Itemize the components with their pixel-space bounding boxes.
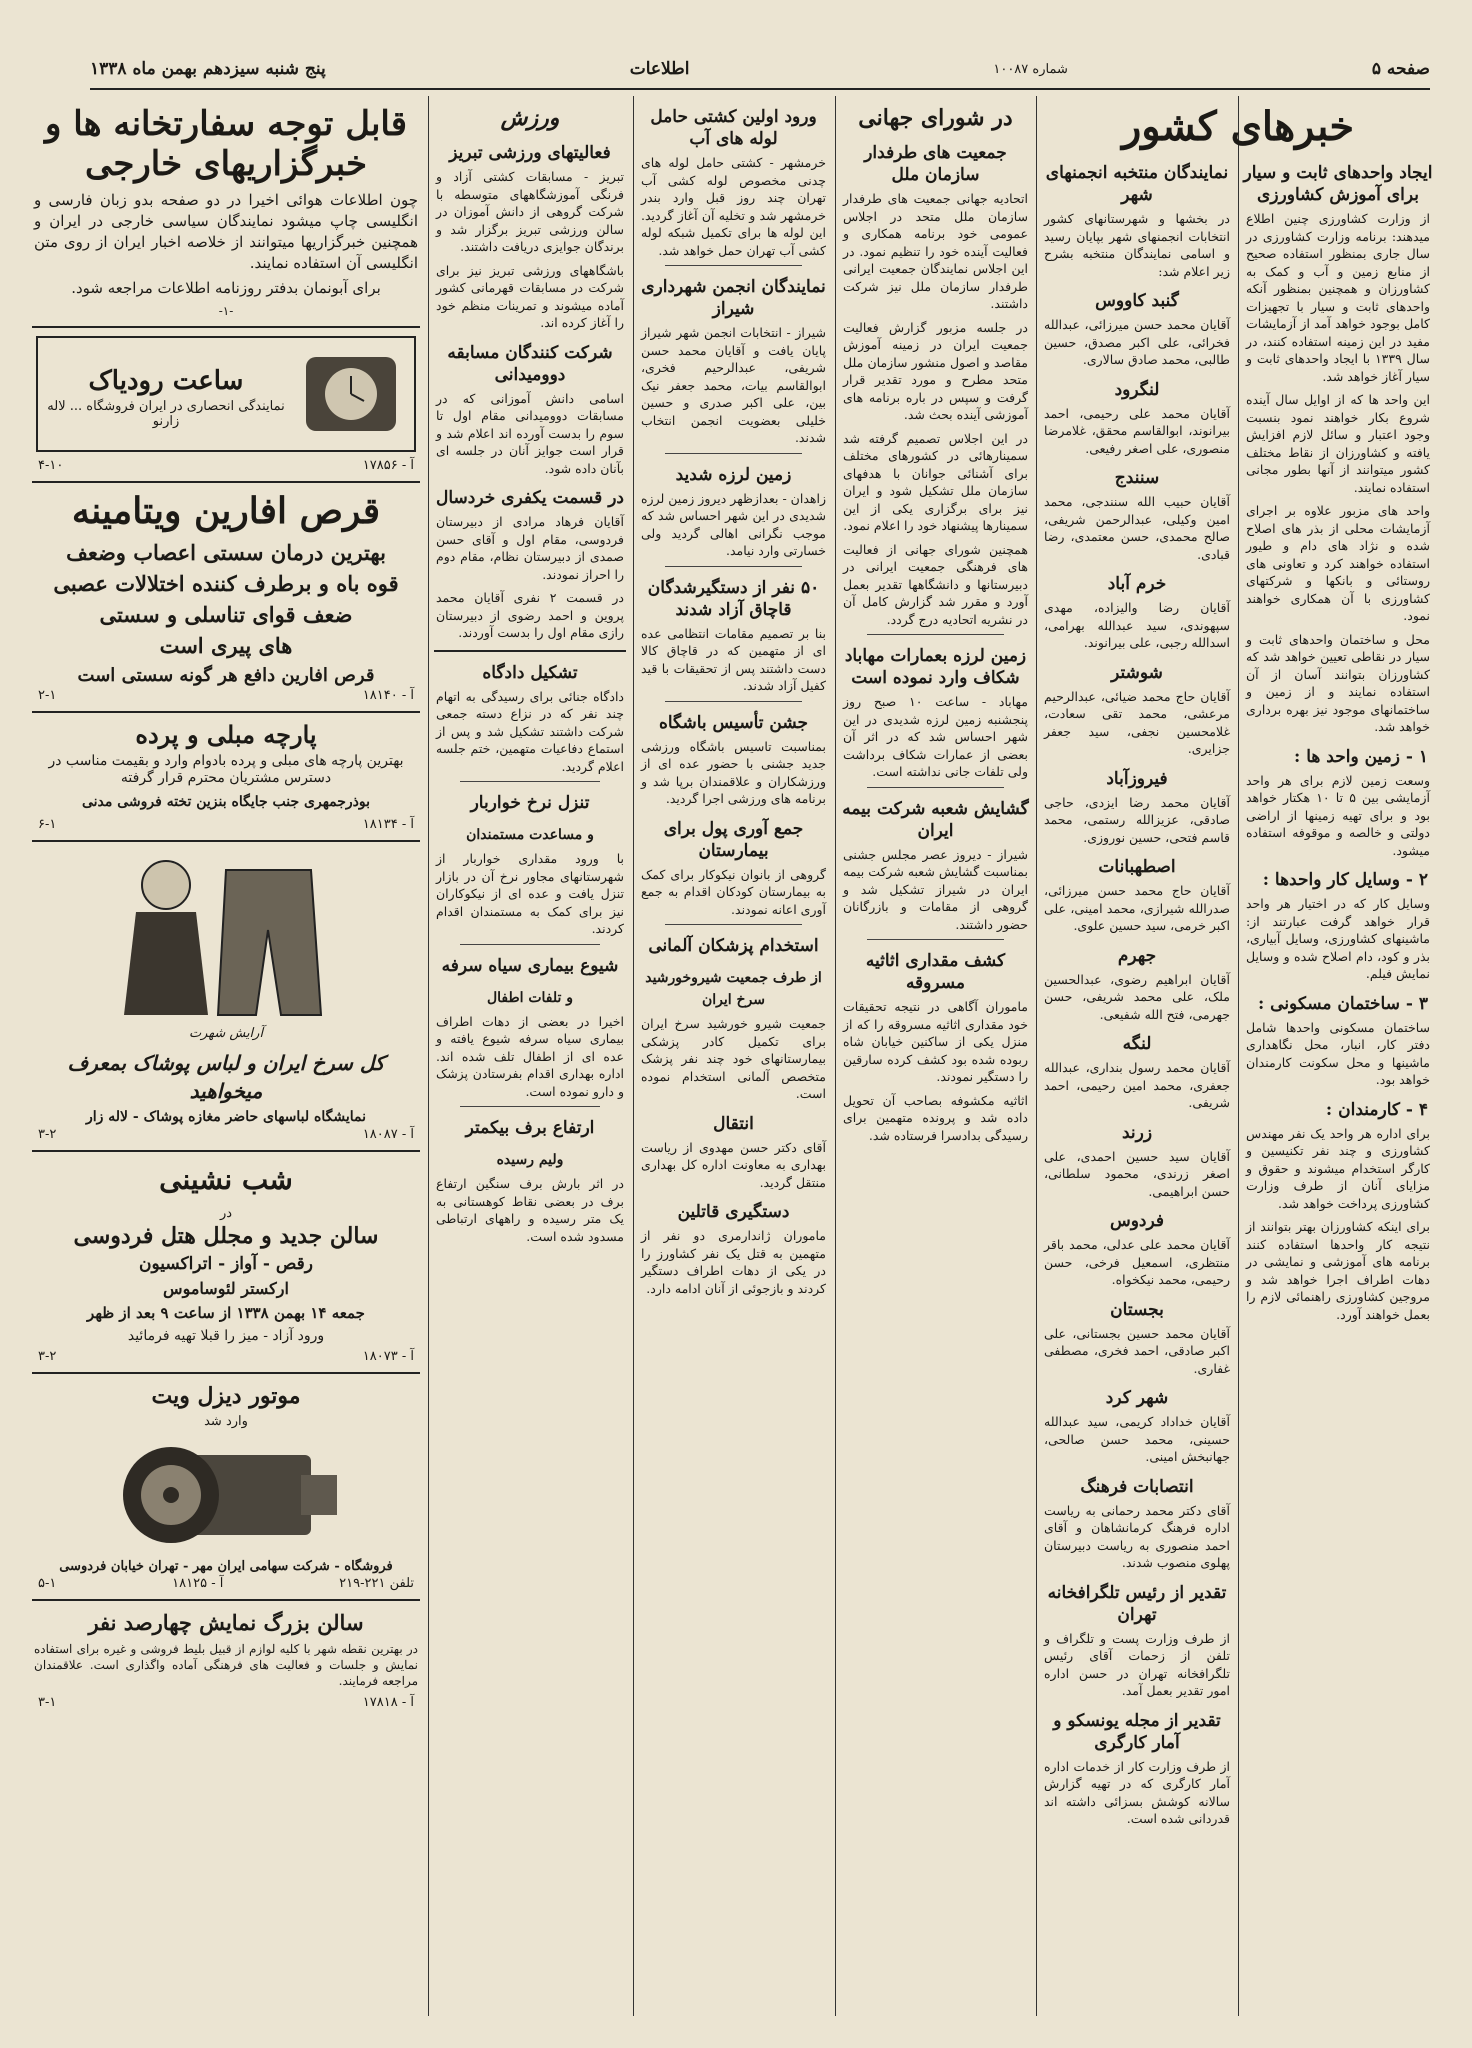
ad-line: ورود آزاد - میز را قبلا تهیه فرمائید xyxy=(127,1328,325,1344)
paragraph: در بخشها و شهرستانهای کشور انتخابات انجمنهای شهر بپایان رسید و اسامی نمایندگان منتخبه بشرح زیر اعلام شد: xyxy=(1044,211,1230,279)
column-rule xyxy=(428,96,429,2016)
column-ads xyxy=(28,96,424,2016)
ad-code: -۱- xyxy=(218,303,234,318)
divider xyxy=(460,781,600,782)
divider xyxy=(460,944,600,945)
ad-title: ساعت رودیاک xyxy=(88,365,244,396)
ad-code: آ - ۱۷۸۱۸ xyxy=(362,1695,414,1710)
ad-title: موتور دیزل ویت xyxy=(151,1383,301,1409)
paragraph: برای اداره هر واحد یک نفر مهندس کشاورزی و چند نفر تکنیسین و کارگر استخدام میشوند و حقوق و مزایای آنان از طرف وزارت کشاورزی پرداخت خواهد شد. xyxy=(1246,1125,1430,1211)
ad-code-row xyxy=(38,1349,414,1364)
headline: زمین لرزه بعمارات مهاباد شکاف وارد نموده است xyxy=(844,646,1027,688)
subhead: جمعیت های طرفدار سازمان ملل xyxy=(864,143,1007,185)
ad-code: ۳-۱ xyxy=(38,1695,57,1710)
divider xyxy=(665,265,802,266)
ad-address: فروشگاه - شرکت سهامی ایران مهر - تهران خیابان فردوسی xyxy=(59,1559,393,1574)
headline: تنزل نرخ خواربار xyxy=(470,793,590,813)
paragraph: آقایان محمد رضا ایزدی، حاجی صادقی، عزیزالله رستمی، محمد قاسم فتحی، حسین نوروزی. xyxy=(1044,794,1230,845)
paragraph: محل و ساختمان واحدهای ثابت و سیار در نقاطی تعیین خواهد شد که کشاورزان بتوانند آسان از آن استفاده نمایند و از زمین و ساختمانهای موجود نیز بهره برداری خواهد شد. xyxy=(1246,631,1430,734)
ad-line: وارد شد xyxy=(204,1414,248,1429)
paragraph: وسایل کار که در اختیار هر واحد قرار خواهد گرفت عبارتند از: ماشینهای کشاورزی، وسایل آبیاری، بذر و کود، دام اصلاح شده و وسایل نمایش فیلم. xyxy=(1246,896,1430,981)
paragraph: تبریز - مسابقات کشتی آزاد و فرنگی آموزشگاههای متوسطه با شرکت گروهی از دانش آموزان در سالن ورزشی تبریز برگزار شد و برندگان جوایزی دریافت داشتند. xyxy=(436,169,624,254)
paragraph: وسعت زمین لازم برای هر واحد آزمایشی بین ۵ تا ۱۰ هکتار خواهد بود و برای تهیه زمینها از اراضی دولتی و خالصه و موقوفه استفاده میشود. xyxy=(1246,772,1430,858)
paragraph: از طرف وزارت پست و تلگراف و تلفن از زحمات آقای رئیس تلگرافخانه تهران در حسن اداره امور تقدیر بعمل آمد. xyxy=(1044,1630,1230,1698)
paragraph: آقایان محمد رسول بنداری، عبدالله جعفری، محمد امین رحیمی، احمد شریفی. xyxy=(1044,1060,1230,1110)
paragraph: در جلسه مزبور گزارش فعالیت جمعیت ایران در زمینه آموزش مقاصد و اصول منشور سازمان ملل متحد مطرح و مورد تقدیر قرار گرفت و سپس در باره برنامه های آموزشی آینده بحث شد. xyxy=(843,319,1028,422)
subhead: ۴ - کارمندان : xyxy=(1325,1099,1428,1120)
city-name: جهرم xyxy=(1117,945,1157,966)
city-name: فردوس xyxy=(1109,1211,1165,1231)
ad-line: ارکستر لئوساموس xyxy=(163,1279,289,1298)
paragraph: آقایان محمد علی عدلی، محمد باقر منتظری، اسمعیل فرخی، حسن رحیمی، محمد نیکخواه. xyxy=(1044,1237,1230,1287)
divider xyxy=(32,326,420,328)
paragraph: آقایان حبیب الله سنندجی، محمد امین وکیلی، عبدالرحمن شریفی، صالح محمدی، حسن معتمدی، رضا قبادی. xyxy=(1044,494,1230,562)
paragraph: بمناسبت تاسیس باشگاه ورزشی جدید جشنی با حضور عده ای از ورزشکاران و علاقمندان برپا شد و برنامه های ورزشی اجرا گردید. xyxy=(641,738,826,806)
issue-date: پنج شنبه سیزدهم بهمن ماه ۱۳۳۸ xyxy=(90,59,326,79)
paragraph: بنا بر تصمیم مقامات انتظامی عده ای از متهمین که در قاچاق کالا دست داشتند پس از تحقیقات با قید کفیل آزاد شدند. xyxy=(641,625,826,693)
man-with-suit-illustration xyxy=(96,850,356,1020)
paragraph: آقایان رضا والیزاده، مهدی سپهوندی، سید عبدالله بهرامی، اسدالله رجبی، علی بیرانوند. xyxy=(1044,600,1230,650)
ad-line: رقص - آواز - اتراکسیون xyxy=(138,1254,314,1274)
ad-line: قرص افارین دافع هر گونه سستی است xyxy=(77,664,375,686)
headline: در شورای جهانی xyxy=(858,105,1013,131)
ad-line: در xyxy=(219,1206,233,1221)
paragraph: آقایان محمد حسن میرزائی، عبدالله فخرائی، علی اکبر مصدق، حسین طالبی، محمد صادق سالاری. xyxy=(1044,317,1230,367)
city-name: بجستان xyxy=(1110,1299,1164,1320)
column-news xyxy=(635,96,832,2016)
paragraph: جمعیت شیرو خورشید سرخ ایران برای تکمیل کادر پزشکی بیمارستانهای خود چند نفر پزشک متخصص آلمانی استخدام نموده است. xyxy=(641,1016,826,1101)
divider xyxy=(32,711,420,713)
column-city-councils xyxy=(1038,152,1236,2022)
headline: انتصابات فرهنگ xyxy=(1080,1476,1194,1497)
ad-title: سالن بزرگ نمایش چهارصد نفر xyxy=(88,1610,364,1635)
ad-title: پارچه مبلی و پرده xyxy=(135,719,317,749)
headline: ایجاد واحدهای ثابت و سیار برای آموزش کشاورزی xyxy=(1243,163,1433,205)
subhead: ولیم رسیده xyxy=(496,1152,564,1168)
masthead xyxy=(90,50,1430,90)
ad-code: آ - ۱۸۱۳۴ xyxy=(362,817,414,832)
paragraph: ماموران ژاندارمری دو نفر از متهمین به قتل یک نفر کشاورز را در یکی از دهات اطراف دستگیر کردند و بازجوئی از آنان ادامه دارد. xyxy=(641,1228,826,1296)
ad-line: سالن جدید و مجلل هتل فردوسی xyxy=(73,1223,379,1249)
provinces-story xyxy=(1240,152,1436,2022)
headline: زمین لرزه شدید xyxy=(675,464,792,485)
paragraph: اسامی دانش آموزانی که در مسابقات دوومیدانی مقام اول تا سوم را بدست آورده اند اعلام شد و قرار است جوایز آنان در جلسه ای بآنان داده شود. xyxy=(436,390,624,476)
paragraph: برای اینکه کشاورزان بهتر بتوانند از نتیجه کار واحدها استفاده کنند برنامه های آموزشی و نمایشی در دهات اطراف اجرا خواهد شد و مروجین کشاورزی راهنمائی لازم را بعمل خواهند آورد. xyxy=(1246,1219,1430,1322)
ad-line: بهترین درمان سستی اعصاب وضعف xyxy=(66,539,386,565)
section-title: ورزش xyxy=(500,105,560,131)
ad-code-row xyxy=(38,1576,414,1591)
ad-code: آ - ۱۸۰۷۳ xyxy=(362,1349,414,1364)
column-rule xyxy=(835,96,836,2016)
diesel-engine-illustration xyxy=(101,1435,351,1553)
ad-code-row xyxy=(38,817,414,832)
divider xyxy=(665,566,802,567)
ad-title: کل سرخ ایران و لباس پوشاک بمعرف میخواهید xyxy=(67,1051,385,1103)
paragraph: باشگاههای ورزشی تبریز نیز برای شرکت در مسابقات قهرمانی کشور آماده میشوند و تمرینات منظم خود را آغاز کرده اند. xyxy=(436,262,624,330)
paragraph: این واحد ها که از اوایل سال آینده شروع بکار خواهند نمود بنسبت وجود اعتبار و سائل لازم افزایش یافته و کشاورزان از نقاط مختلف کشور میتوانند از آنها بطور مجانی استفاده نمایند. xyxy=(1246,392,1430,495)
paragraph: آقایان فرهاد مرادی از دبیرستان فردوسی، مقام اول و آقای حسن صمدی از دبیرستان نظام، مقام دوم را احراز نمودند. xyxy=(436,514,624,582)
headline: فعالیتهای ورزشی تبریز xyxy=(449,143,611,163)
divider xyxy=(460,1106,600,1107)
paragraph: اخیرا در بعضی از دهات اطراف بیماری سیاه سرفه شیوع یافته و عده ای از اطفال تلف شده اند. اداره بهداری اقدام بفرستادن پزشک و دارو نموده است. xyxy=(436,1013,624,1099)
paragraph: اثاثیه مکشوفه بصاحب آن تحویل داده شد و پرونده متهمین برای رسیدگی بدادسرا فرستاده شد. xyxy=(843,1092,1028,1143)
section-title: خبرهای کشور xyxy=(1121,103,1355,150)
headline: ۵۰ نفر از دستگیرشدگان قاچاق آزاد شدند xyxy=(647,577,820,620)
paragraph: ماموران آگاهی در نتیجه تحقیقات خود مقداری اثاثیه مسروقه را که از منزل یکی از ساکنین خیابان شاه ربوده شده بود کشف کرده سارقین را دستگیر نمودند. xyxy=(843,999,1028,1084)
ad-body: در بهترین نقطه شهر با کلیه لوازم از قبیل بلیط فروشی و غیره برای استفاده نمایش و جلسات و فعالیت های فرهنگی آماده واگذاری است. علاقمندان مراجعه فرمایند. xyxy=(34,1642,418,1688)
city-name: لنگه xyxy=(1122,1034,1152,1054)
paragraph: از وزارت کشاورزی چنین اطلاع میدهند: برنامه وزارت کشاورزی در سال جاری بمنظور استفاده صحیح از منابع زمین و آب و کمک به کشاورزان و همچنین بمنظور آنکه واحدهای ثابت و سیار با تجهیزات کامل بوجود خواهد آمد از آزمایشات مفید در این زمینه استفاده کنند، در سال ۱۳۳۹ با ایجاد واحدهای ثابت و سیار آغاز خواهد شد. xyxy=(1246,211,1430,384)
headline: شیوع بیماری سیاه سرفه xyxy=(441,955,619,976)
ad-line: آرایش شهرت xyxy=(188,1026,264,1041)
ad-line: ضعف قوای تناسلی و سستی xyxy=(99,601,353,627)
paragraph: آقایان محمد حسین بجستانی، علی اکبر صادقی، احمد فخری، مصطفی غفاری. xyxy=(1044,1325,1230,1376)
city-name: سنندج xyxy=(1114,468,1160,488)
headline: تقدیر از رئیس تلگرافخانه تهران xyxy=(1047,1582,1227,1625)
page-number: صفحه ۵ xyxy=(1371,59,1430,79)
ad-line: های پیری است xyxy=(159,632,293,658)
paragraph: آقایان حاج محمد حسن میرزائی، صدرالله شیرازی، محمد امینی، علی اکبر خرمی، سید حسین علوی. xyxy=(1044,883,1230,933)
ad-code-row xyxy=(38,1127,414,1142)
ad-body: نمایشگاه لباسهای حاضر مغازه پوشاک - لاله زار xyxy=(85,1109,367,1125)
city-name: اصطهبانات xyxy=(1098,857,1176,877)
paragraph: واحد های مزبور علاوه بر اجرای آزمایشات محلی از بذر های اصلاح شده و نژاد های دام و طیور استفاده خواهند کرد و تعاونی های روستائی و بانکها و شرکتهای کشاورزی با آن همکاری خواهند نمود. xyxy=(1246,503,1430,623)
headline: جشن تأسیس باشگاه xyxy=(658,712,809,733)
ad-code: آ - ۱۷۸۵۶ xyxy=(362,457,414,473)
divider xyxy=(434,650,626,652)
paragraph: آقایان محمد علی رحیمی، احمد بیرانوند، ابوالقاسم محقق، غلامرضا منصوری، علی اصغر رفیعی. xyxy=(1044,405,1230,456)
column-sports xyxy=(430,96,630,2016)
ad-line: جمعه ۱۴ بهمن ۱۳۳۸ از ساعت ۹ بعد از ظهر xyxy=(87,1304,365,1322)
divider xyxy=(32,481,420,483)
paragraph: خرمشهر - کشتی حامل لوله های چدنی مخصوص لوله کشی آب تهران چند روز قبل وارد بندر خرمشهر شد و تخلیه آن آغاز گردید. این لوله ها برای تکمیل شبکه لوله کشی آب تهران حمل خواهد شد. xyxy=(641,155,826,258)
divider xyxy=(32,1599,420,1601)
subhead: از طرف جمعیت شیروخورشید سرخ ایران xyxy=(645,970,822,1008)
ad-code: آ - ۱۸۱۴۰ xyxy=(362,687,414,703)
subhead: نمایندگان منتخبه انجمنهای شهر xyxy=(1045,163,1229,205)
subhead: و تلفات اطفال xyxy=(486,989,574,1006)
ad-body: برای آبونمان بدفتر روزنامه اطلاعات مراجعه شود. xyxy=(71,279,381,297)
headline: تشکیل دادگاه xyxy=(482,662,578,683)
paper-name: اطلاعات xyxy=(629,59,690,79)
headline: استخدام پزشکان آلمانی xyxy=(648,936,819,956)
divider xyxy=(665,453,802,454)
ad-address: بوذرجمهری جنب جایگاه بنزین تخته فروشی مدنی xyxy=(81,793,371,810)
ad-phone: تلفن ۲۲۱-۲۱۹ xyxy=(339,1576,414,1591)
ad-code: ۶-۱ xyxy=(38,817,57,832)
ad-title: قرص افارین ویتامینه xyxy=(71,489,381,532)
paragraph: در این اجلاس تصمیم گرفته شد سمینارهائی در کشورهای مختلف برای آشنائی جوانان با هدفهای سازمان ملل تشکیل شود و ایران نیز برای برگزاری یکی از این سمینارها پیشنهاد خود را اعلام نمود. xyxy=(843,430,1028,533)
paragraph: از طرف وزارت کار از خدمات اداره آمار کارگری که در تهیه گزارش سالانه کوشش بسزائی داشته اند قدردانی شده است. xyxy=(1044,1758,1230,1826)
ad-code-row xyxy=(38,458,414,473)
headline: شرکت کنندگان مسابقه دوومیدانی xyxy=(447,342,613,385)
ad-code-row xyxy=(38,688,414,703)
column-rule xyxy=(1036,96,1037,2016)
headline: دستگیری قاتلین xyxy=(677,1202,790,1222)
headline: در قسمت یکفری خردسال xyxy=(436,488,624,508)
column-un-council xyxy=(837,96,1034,2016)
paragraph: زاهدان - بعدازظهر دیروز زمین لرزه شدیدی در این شهر احساس شد که موجب نگرانی اهالی گردید ولی خسارتی وارد نیامد. xyxy=(641,490,826,558)
watch-illustration xyxy=(296,351,406,437)
paragraph: در قسمت ۲ نفری آقایان محمد پروین و احمد رضوی از دبیرستان رازی مقام اول را بدست آوردند. xyxy=(436,590,624,640)
ad-watch xyxy=(36,336,416,452)
paragraph: گروهی از بانوان نیکوکار برای کمک به بیمارستان کودکان اقدام به جمع آوری اعانه نمودند. xyxy=(641,866,826,917)
ad-code: آ - ۱۸۱۲۵ xyxy=(172,1576,224,1591)
headline: جمع آوری پول برای بیمارستان xyxy=(663,818,804,861)
subhead: ۳ - ساختمان مسکونی : xyxy=(1257,993,1428,1014)
ad-code: آ - ۱۸۰۸۷ xyxy=(362,1127,414,1142)
headline: نمایندگان انجمن شهرداری شیراز xyxy=(641,277,826,319)
divider xyxy=(32,1372,420,1374)
ad-title: قابل توجه سفارتخانه ها و خبرگزاریهای خارجی xyxy=(44,104,408,184)
city-name: گنبد کاووس xyxy=(1095,291,1179,311)
paragraph: آقای دکتر حسن مهدوی از ریاست بهداری به معاونت اداره کل بهداری منتقل گردید. xyxy=(641,1139,826,1190)
paragraph: شیراز - دیروز عصر مجلس جشنی بمناسبت گشایش شعبه شرکت بیمه ایران در شیراز تشکیل شد و گروهی از مقامات و بازرگانان حضور داشتند. xyxy=(843,846,1028,932)
ad-code: ۳-۲ xyxy=(38,1127,57,1142)
city-name: شهر کرد xyxy=(1105,1388,1169,1408)
ad-body: نمایندگی انحصاری در ایران فروشگاه ... لاله زارنو xyxy=(47,398,285,429)
headline: انتقال xyxy=(713,1113,754,1134)
paragraph: دادگاه جنائی برای رسیدگی به اتهام چند نفر که در نزاع دسته جمعی شرکت داشتند تشکیل شد و پس از استماع دفاعیات متهمین، ختم جلسه اعلام گردید. xyxy=(436,688,624,774)
ad-code-row xyxy=(38,1695,414,1710)
paragraph: آقایان ابراهیم رضوی، عبدالحسین ملک، علی محمد شریفی، حسن جهرمی، فتح الله شفیعی. xyxy=(1044,971,1230,1022)
city-name: شوشتر xyxy=(1111,662,1163,683)
paragraph: همچنین شورای جهانی از فعالیت های فرهنگی جمعیت ایرانی در دبیرستانها و دانشگاهها تقدیر بعمل آورد و مقرر شد گزارش کامل آن در نشریه اتحادیه درج گردد. xyxy=(843,541,1028,627)
paragraph: ساختمان مسکونی واحدها شامل دفتر کار، انبار، محل نگاهداری ماشینها و محل سکونت کارمندان خواهد بود. xyxy=(1246,1019,1430,1087)
city-name: خرم آباد xyxy=(1107,574,1167,594)
divider xyxy=(665,924,802,925)
ad-body: چون اطلاعات هوائی اخیرا در دو صفحه بدو زبان فارسی و انگلیسی چاپ میشود نمایندگان سیاسی خارجی در ایران و همچنین خبرگزاریها میتوانند از خلاصه اخبار ایران از روی متن انگلیسی آن استفاده نمایند. xyxy=(34,191,418,272)
ad-code: ۳-۲ xyxy=(38,1349,57,1364)
ad-line: قوه باه و برطرف کننده اختلالات عصبی xyxy=(53,570,399,596)
ad-code: ۵-۱ xyxy=(38,1576,57,1591)
issue-number: شماره ۱۰۰۸۷ xyxy=(993,61,1068,77)
column-rule xyxy=(633,96,634,2016)
subhead: ۱ - زمین واحد ها : xyxy=(1294,746,1428,767)
ad-code: ۲-۱ xyxy=(38,687,57,703)
paragraph: آقای دکتر محمد رحمانی به ریاست اداره فرهنگ کرمانشاهان و آقای احمد منصوری به ریاست دبیرستان پهلوی منصوب شدند. xyxy=(1044,1502,1230,1570)
subhead: ۲ - وسایل کار واحدها : xyxy=(1262,870,1428,890)
paragraph: اتحادیه جهانی جمعیت های طرفدار سازمان ملل متحد در اجلاس عمومی خود برنامه همکاری و فعالیت آینده خود را تنظیم نمود. در این اجلاس نمایندگان جمعیت ایرانی طرفدار سازمان ملل نیز شرکت داشتند. xyxy=(843,191,1028,311)
headline: ارتفاع برف بیکمتر xyxy=(465,1118,595,1138)
paragraph: با ورود مقداری خواربار از شهرستانهای مجاور نرخ آن در بازار تنزل یافت و عده ای از نیکوکاران نیز برای کمک به مستمندان اقدام کردند. xyxy=(436,851,624,936)
headline: گشایش شعبه شرکت بیمه ایران xyxy=(842,798,1029,841)
ad-title: شب نشینی xyxy=(159,1163,293,1196)
paragraph: شیراز - انتخابات انجمن شهر شیراز پایان یافت و آقایان محمد حسن شریفی، عبدالرحیم فخری، ابوالقاسم بیات، محمد جعفر نیک بین، علی اکبر صدری و حسین خلیلی بعضویت انجمن انتخاب شدند. xyxy=(641,325,826,445)
divider xyxy=(32,840,420,842)
paragraph: آقایان خداداد کریمی، سید عبدالله حسینی، محمد حسن صالحی، جهانبخش امینی. xyxy=(1044,1414,1230,1464)
subhead: و مساعدت مستمندان xyxy=(466,827,594,843)
city-name: فیروزآباد xyxy=(1106,768,1168,789)
headline: کشف مقداری اثاثیه مسروقه xyxy=(865,951,1006,993)
divider xyxy=(32,1150,420,1152)
paragraph: مهاباد - ساعت ۱۰ صبح روز پنجشنبه زمین لرزه شدیدی در این شهر احساس شد که در اثر آن بعضی از عمارات شکاف برداشت ولی تلفات جانی نداشته است. xyxy=(843,694,1029,779)
city-name: لنگرود xyxy=(1114,379,1160,400)
paragraph: آقایان سید حسین احمدی، علی اصغر زرندی، محمود سلطانی، حسن ابراهیمی. xyxy=(1044,1148,1230,1199)
city-name: زرند xyxy=(1121,1122,1153,1143)
headline: ورود اولین کشتی حامل لوله های آب xyxy=(650,107,817,149)
divider xyxy=(867,939,1004,940)
divider xyxy=(867,634,1004,635)
headline: تقدیر از مجله یونسکو و آمار کارگری xyxy=(1053,1710,1221,1753)
ad-code: ۴-۱۰ xyxy=(38,457,64,473)
ad-body: بهترین پارچه های مبلی و پرده بادوام وارد و بقیمت مناسب در دسترس مشتریان محترم قرار گرفته xyxy=(48,752,404,786)
paragraph: آقایان حاج محمد ضیائی، عبدالرحیم مرعشی، محمد تقی سعادت، غلامحسین نجفی، سید جعفر جزایری. xyxy=(1044,688,1230,756)
paragraph: در اثر بارش برف سنگین ارتفاع برف در بعضی نقاط کوهستانی به یک متر رسیده و راههای ارتباطی مسدود شده است. xyxy=(436,1176,624,1244)
divider xyxy=(665,701,802,702)
divider xyxy=(867,787,1004,788)
